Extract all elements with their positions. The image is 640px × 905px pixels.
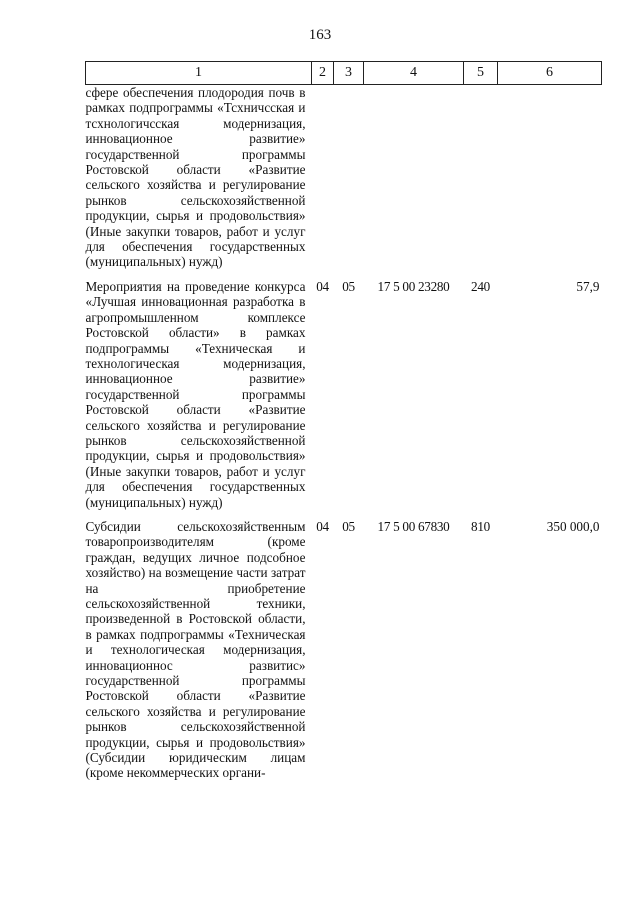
- row-amount: [498, 85, 602, 270]
- row-spacer: [86, 270, 602, 279]
- row-description: Мероприятия на проведение конкурса «Лучшая инновационная разработка в агропромышленном комплексе Ростовской области» в рамках подпрограммы «Техническая и технологическая модернизация, инновационное развитие» государственной программы Ростовской области «Развитие сельского хозяйства и регулирование рынков сельскохозяйственной продукции, сырья и продовольствия» (Иные закупки товаров, работ и услуг для обеспечения государственных (муниципальных) нужд): [85, 278, 306, 510]
- row-description: сфере обеспечения плодородия почв в рамках подпрограммы «Тсхничсская и тсхнологичсская модернизация, инновационное развитие» государственной программы Ростовской области «Развитие сельского хозяйства и регулирование рынков сельскохозяйственной продукции, сырья и продовольствия» (Иные закупки товаров, работ и услуг для обеспечения государственных (муниципальных) нужд): [85, 85, 306, 270]
- row-amount: 57,9: [576, 278, 600, 294]
- row-expense-type: 810: [471, 518, 490, 534]
- row-section: [312, 85, 334, 270]
- row-expense-type: [464, 85, 498, 270]
- header-col-2: 2: [312, 62, 334, 85]
- header-col-3: 3: [334, 62, 364, 85]
- header-col-4: 4: [364, 62, 464, 85]
- page-number: 163: [308, 27, 332, 43]
- header-col-6: 6: [498, 62, 602, 85]
- table-row: [86, 519, 602, 781]
- row-target-article: [364, 85, 464, 270]
- row-section: 04: [316, 518, 329, 534]
- header-row: [86, 62, 602, 85]
- row-description: Субсидии сельскохозяйственным товаропроизводителям (кроме граждан, ведущих личное подсобное хозяйство) на возмещение части затрат на приобретение сельскохозяйственной техники, произведенной в Ростовской области, в рамках подпрограммы «Техническая и технологическая модернизация, инновационнос развитис» государственной программы Ростовской области «Развитие сельского хозяйства и регулирование рынков сельскохозяйственной продукции, сырья и продовольствия» (Субсидии юридическим лицам (кроме некоммерческих органи-: [85, 518, 306, 781]
- row-amount: 350 000,0: [546, 518, 600, 534]
- row-target-article: 17 5 00 67830: [377, 518, 450, 534]
- row-subsection: [334, 85, 364, 270]
- table-row: [86, 279, 602, 510]
- table-body: [86, 85, 602, 781]
- budget-table: [85, 61, 602, 781]
- row-expense-type: 240: [471, 278, 490, 294]
- row-section: 04: [316, 278, 329, 294]
- row-target-article: 17 5 00 23280: [377, 278, 450, 294]
- table-row: [86, 85, 602, 270]
- table-header: [86, 62, 602, 85]
- row-subsection: 05: [342, 518, 355, 534]
- row-subsection: 05: [342, 278, 355, 294]
- header-col-1: 1: [86, 62, 312, 85]
- header-col-5: 5: [464, 62, 498, 85]
- row-spacer: [86, 510, 602, 519]
